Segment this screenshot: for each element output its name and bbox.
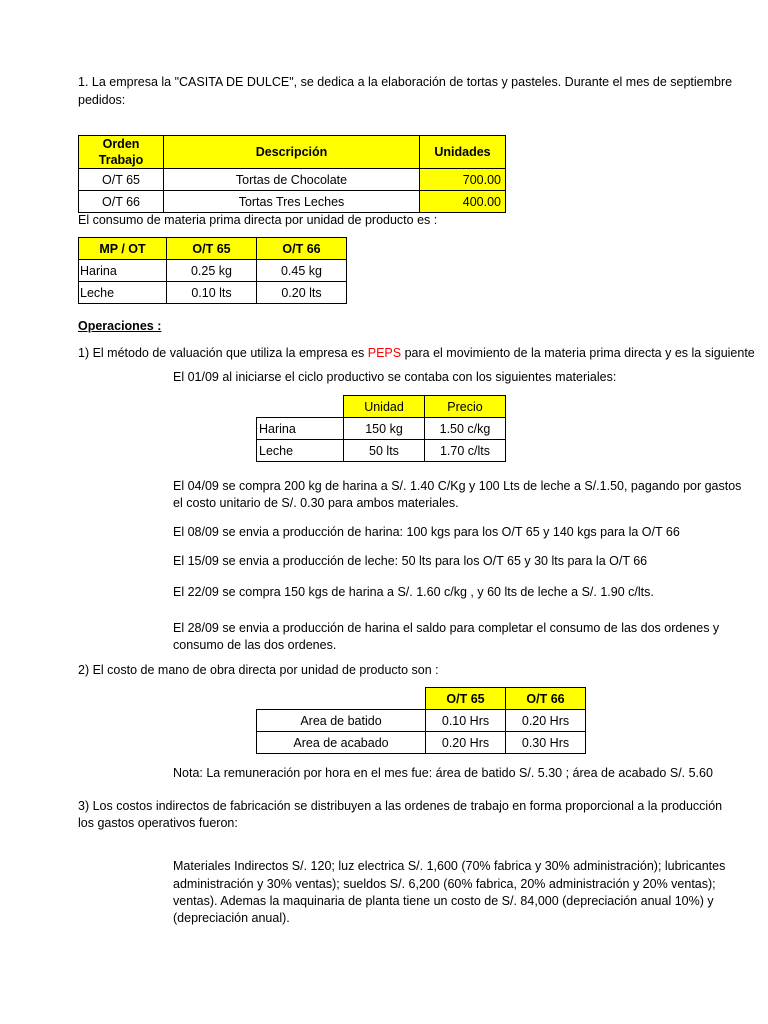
labor-corner xyxy=(257,688,426,710)
table-row xyxy=(79,260,347,282)
table-row xyxy=(257,710,586,732)
mp-header: O/T 65 xyxy=(167,238,257,260)
event-0409-line-1: El 04/09 se compra 200 kg de harina a S/. 1.40 C/Kg y 100 Lts de leche a S/.1.50, pagando por gastos xyxy=(173,479,742,493)
mp-table xyxy=(78,237,347,304)
mp-cell: 0.20 lts xyxy=(257,282,347,304)
event-2809-line-2: consumo de las dos ordenes. xyxy=(173,638,337,652)
initial-materials-text: El 01/09 al iniciarse el ciclo productivo se contaba con los siguientes materiales: xyxy=(173,370,617,384)
stock-cell: 1.70 c/lts xyxy=(425,440,506,462)
mp-header: O/T 66 xyxy=(257,238,347,260)
event-0409-line-2: el costo unitario de S/. 0.30 para ambos materiales. xyxy=(173,496,459,510)
orders-header-descripcion: Descripción xyxy=(164,136,420,169)
mp-cell: 0.10 lts xyxy=(167,282,257,304)
stock-cell: 1.50 c/kg xyxy=(425,418,506,440)
orders-cell: 700.00 xyxy=(420,169,506,191)
orders-cell: O/T 66 xyxy=(79,191,164,213)
table-row xyxy=(257,732,586,754)
mp-intro: El consumo de materia prima directa por unidad de producto es : xyxy=(78,213,438,227)
cif-line-3: ventas). Ademas la maquinaria de planta tiene un costo de S/. 84,000 (depreciación anual 10%) y xyxy=(173,894,714,908)
intro-line-1: 1. La empresa la "CASITA DE DULCE", se dedica a la elaboración de tortas y pasteles. Durante el mes de septiembre xyxy=(78,75,733,89)
orders-cell: O/T 65 xyxy=(79,169,164,191)
labor-cell: 0.30 Hrs xyxy=(506,732,586,754)
stock-header-unidad: Unidad xyxy=(344,396,425,418)
peps-highlight: PEPS xyxy=(367,346,402,360)
nota-text: Nota: La remuneración por hora en el mes fue: área de batido S/. 5.30 ; área de acabado S/. 5.60 xyxy=(173,766,713,780)
labor-header-ot65: O/T 65 xyxy=(426,688,506,710)
cif-line-4: (depreciación anual). xyxy=(173,911,290,925)
op1-before: 1) El método de valuación que utiliza la empresa es xyxy=(78,346,368,360)
op2-text: 2) El costo de mano de obra directa por unidad de producto son : xyxy=(78,663,439,677)
labor-cell: 0.20 Hrs xyxy=(426,732,506,754)
mp-cell: Leche xyxy=(79,282,167,304)
cif-line-1: Materiales Indirectos S/. 120; luz electrica S/. 1,600 (70% fabrica y 30% administración); lubricantes xyxy=(173,859,726,873)
stock-cell: Leche xyxy=(257,440,344,462)
stock-corner xyxy=(257,396,344,418)
event-1509: El 15/09 se envia a producción de leche: 50 lts para los O/T 65 y 30 lts para la O/T 66 xyxy=(173,554,648,568)
stock-cell: 50 lts xyxy=(344,440,425,462)
stock-cell: 150 kg xyxy=(344,418,425,440)
table-row xyxy=(257,418,506,440)
mp-cell: Harina xyxy=(79,260,167,282)
orders-cell: Tortas de Chocolate xyxy=(164,169,420,191)
table-row xyxy=(79,169,506,191)
mp-cell: 0.25 kg xyxy=(167,260,257,282)
labor-table xyxy=(256,687,586,754)
op3-line-1: 3) Los costos indirectos de fabricación se distribuyen a las ordenes de trabajo en forma proporcional a la producción xyxy=(78,799,723,813)
labor-header-ot66: O/T 66 xyxy=(506,688,586,710)
orders-cell: Tortas Tres Leches xyxy=(164,191,420,213)
orders-cell: 400.00 xyxy=(420,191,506,213)
cif-line-2: administración y 30% ventas); sueldos S/. 6,200 (60% fabrica, 20% administración y 20% ventas); xyxy=(173,877,716,891)
event-2209: El 22/09 se compra 150 kgs de harina a S/. 1.60 c/kg , y 60 lts de leche a S/. 1.90 c/lts. xyxy=(173,585,654,599)
op3-line-2: los gastos operativos fueron: xyxy=(78,816,238,830)
labor-cell: 0.10 Hrs xyxy=(426,710,506,732)
op1-text xyxy=(78,345,755,361)
labor-cell: 0.20 Hrs xyxy=(506,710,586,732)
mp-header: MP / OT xyxy=(79,238,167,260)
orders-header-unidades: Unidades xyxy=(420,136,506,169)
intro-line-2: pedidos: xyxy=(78,93,126,107)
orders-table xyxy=(78,135,506,213)
stock-table xyxy=(256,395,506,462)
event-2809-line-1: El 28/09 se envia a producción de harina el saldo para completar el consumo de las dos ordenes y xyxy=(173,621,720,635)
op1-after: para el movimiento de la materia prima directa y es la siguiente xyxy=(401,346,755,360)
event-0809: El 08/09 se envia a producción de harina: 100 kgs para los O/T 65 y 140 kgs para la O/T 66 xyxy=(173,525,680,539)
orders-header-orden: Orden Trabajo xyxy=(79,136,164,169)
operaciones-title: Operaciones : xyxy=(78,319,162,333)
table-row xyxy=(257,440,506,462)
stock-header-precio: Precio xyxy=(425,396,506,418)
labor-cell: Area de acabado xyxy=(257,732,426,754)
labor-cell: Area de batido xyxy=(257,710,426,732)
table-row xyxy=(79,191,506,213)
mp-cell: 0.45 kg xyxy=(257,260,347,282)
stock-cell: Harina xyxy=(257,418,344,440)
table-row xyxy=(79,282,347,304)
